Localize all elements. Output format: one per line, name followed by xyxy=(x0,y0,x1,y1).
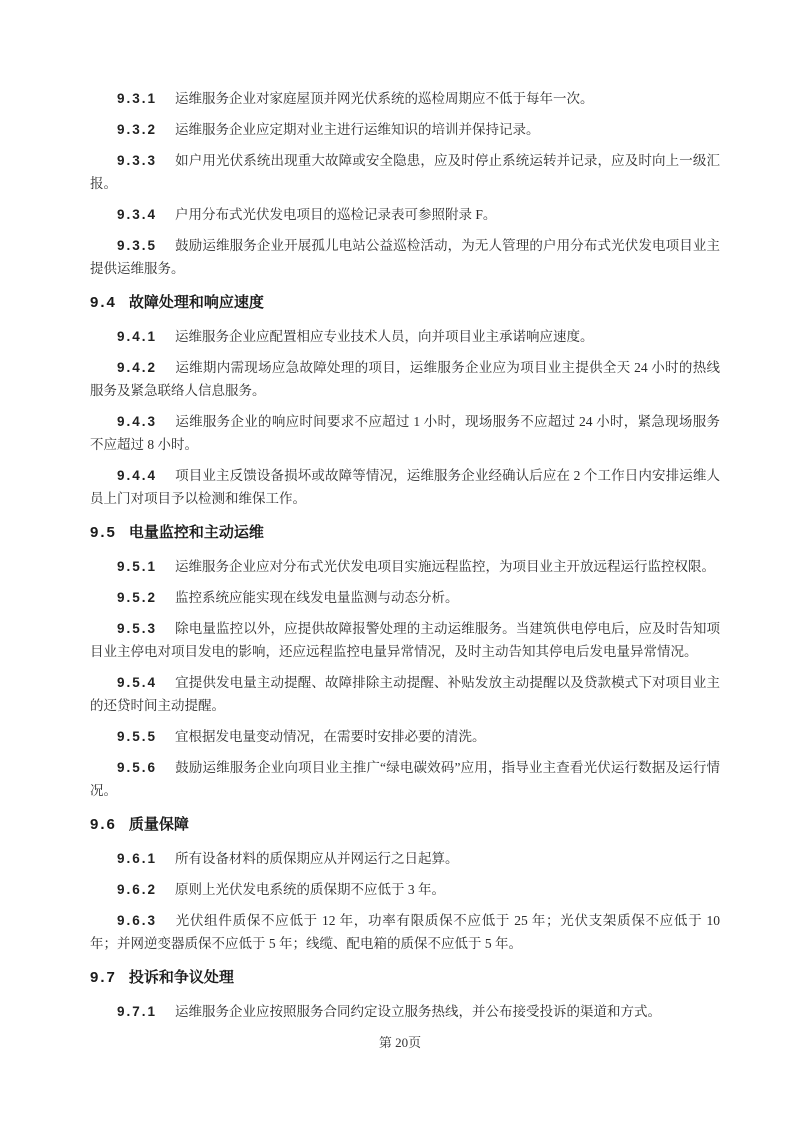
page-number: 第 20页 xyxy=(378,1035,422,1050)
clause-9.5.6 xyxy=(90,756,720,802)
clause-number: 9.4.4 xyxy=(117,468,158,483)
clause-text: 光伏组件质保不应低于 12 年，功率有限质保不应低于 25 年；光伏支架质保不应低于 10 年；并网逆变器质保不应低于 5 年；线缆、配电箱的质保不应低于 5 年。 xyxy=(90,913,720,951)
clause-text: 项目业主反馈设备损坏或故障等情况，运维服务企业经确认后应在 2 个工作日内安排运维人员上门对项目予以检测和维保工作。 xyxy=(90,468,720,506)
clause-9.4.2 xyxy=(90,356,720,402)
clause-text: 运维服务企业的响应时间要求不应超过 1 小时，现场服务不应超过 24 小时，紧急现场服务不应超过 8 小时。 xyxy=(90,414,720,452)
clause-number: 9.4.3 xyxy=(117,414,158,429)
clause-number: 9.3.4 xyxy=(117,207,158,222)
clause-text: 除电量监控以外，应提供故障报警处理的主动运维服务。当建筑供电停电后，应及时告知项目业主停电对项目发电的影响，还应远程监控电量异常情况，及时主动告知其停电后发电量异常情况。 xyxy=(90,621,720,659)
clause-text: 运维服务企业应配置相应专业技术人员，向并项目业主承诺响应速度。 xyxy=(175,329,594,344)
section-heading-9.4 xyxy=(90,291,720,314)
clause-text: 所有设备材料的质保期应从并网运行之日起算。 xyxy=(175,851,459,866)
clause-text: 运维服务企业应定期对业主进行运维知识的培训并保持记录。 xyxy=(175,122,540,137)
clause-number: 9.5.3 xyxy=(117,621,158,636)
clause-text: 如户用光伏系统出现重大故障或安全隐患，应及时停止系统运转并记录，应及时向上一级汇报。 xyxy=(90,153,720,191)
section-title: 投诉和争议处理 xyxy=(128,969,234,986)
clause-number: 9.5.4 xyxy=(117,675,158,690)
clause-text: 运维服务企业应按照服务合同约定设立服务热线，并公布接受投诉的渠道和方式。 xyxy=(175,1004,662,1019)
clause-number: 9.4.1 xyxy=(117,329,158,344)
section-heading-9.7 xyxy=(90,966,720,989)
clause-number: 9.6.2 xyxy=(117,882,158,897)
clause-text: 监控系统应能实现在线发电量监测与动态分析。 xyxy=(175,590,459,605)
clause-9.6.3 xyxy=(90,909,720,955)
clause-text: 运维服务企业对家庭屋顶并网光伏系统的巡检周期应不低于每年一次。 xyxy=(175,91,594,106)
clause-9.4.4 xyxy=(90,464,720,510)
clause-number: 9.6.1 xyxy=(117,851,158,866)
clause-9.4.3 xyxy=(90,410,720,456)
section-number: 9.5 xyxy=(90,524,117,541)
clause-text: 鼓励运维服务企业开展孤儿电站公益巡检活动，为无人管理的户用分布式光伏发电项目业主提供运维服务。 xyxy=(90,238,720,276)
clause-text: 宜根据发电量变动情况，在需要时安排必要的清洗。 xyxy=(175,729,486,744)
clause-number: 9.3.1 xyxy=(117,91,158,106)
section-title: 电量监控和主动运维 xyxy=(128,524,264,541)
clause-9.3.4 xyxy=(90,203,720,226)
clause-number: 9.3.2 xyxy=(117,122,158,137)
clause-9.7.1 xyxy=(90,1000,720,1023)
section-number: 9.7 xyxy=(90,969,117,986)
clause-9.3.5 xyxy=(90,234,720,280)
section-number: 9.4 xyxy=(90,294,117,311)
section-heading-9.6 xyxy=(90,813,720,836)
clause-text: 运维期内需现场应急故障处理的项目，运维服务企业应为项目业主提供全天 24 小时的热线服务及紧急联络人信息服务。 xyxy=(90,360,720,398)
clause-text: 户用分布式光伏发电项目的巡检记录表可参照附录 F。 xyxy=(175,207,497,222)
clause-number: 9.6.3 xyxy=(117,913,158,928)
clause-number: 9.5.5 xyxy=(117,729,158,744)
clause-9.4.1 xyxy=(90,325,720,348)
clause-9.3.1 xyxy=(90,87,720,110)
section-title: 质量保障 xyxy=(128,816,189,833)
section-number: 9.6 xyxy=(90,816,117,833)
clause-number: 9.3.5 xyxy=(117,238,158,253)
clause-9.6.1 xyxy=(90,847,720,870)
clause-number: 9.5.1 xyxy=(117,559,158,574)
clause-9.3.2 xyxy=(90,118,720,141)
clause-text: 运维服务企业应对分布式光伏发电项目实施远程监控，为项目业主开放远程运行监控权限。 xyxy=(175,559,716,574)
clause-number: 9.5.2 xyxy=(117,590,158,605)
clause-9.5.2 xyxy=(90,586,720,609)
clause-9.5.1 xyxy=(90,555,720,578)
clause-text: 宜提供发电量主动提醒、故障排除主动提醒、补贴发放主动提醒以及贷款模式下对项目业主的还贷时间主动提醒。 xyxy=(90,675,720,713)
clause-9.3.3 xyxy=(90,149,720,195)
clause-9.6.2 xyxy=(90,878,720,901)
clause-number: 9.7.1 xyxy=(117,1004,158,1019)
clause-9.5.4 xyxy=(90,671,720,717)
clause-number: 9.4.2 xyxy=(117,360,158,375)
section-title: 故障处理和响应速度 xyxy=(128,294,264,311)
clause-text: 原则上光伏发电系统的质保期不应低于 3 年。 xyxy=(175,882,446,897)
clause-number: 9.3.3 xyxy=(117,153,158,168)
section-heading-9.5 xyxy=(90,521,720,544)
clause-text: 鼓励运维服务企业向项目业主推广“绿电碳效码”应用，指导业主查看光伏运行数据及运行情况。 xyxy=(90,760,720,798)
clause-number: 9.5.6 xyxy=(117,760,158,775)
clause-9.5.3 xyxy=(90,617,720,663)
clause-9.5.5 xyxy=(90,725,720,748)
